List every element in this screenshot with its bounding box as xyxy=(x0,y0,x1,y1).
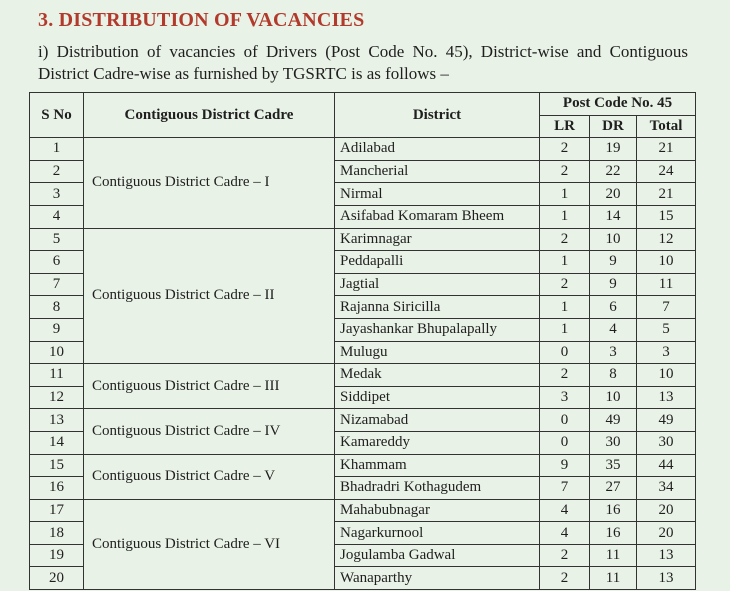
lr-cell: 2 xyxy=(540,273,590,296)
dr-cell: 4 xyxy=(590,318,637,341)
sno-cell: 10 xyxy=(30,341,84,364)
district-cell: Kamareddy xyxy=(335,431,540,454)
sno-cell: 12 xyxy=(30,386,84,409)
lr-cell: 1 xyxy=(540,183,590,206)
dr-cell: 11 xyxy=(590,544,637,567)
district-cell: Jogulamba Gadwal xyxy=(335,544,540,567)
sno-cell: 3 xyxy=(30,183,84,206)
dr-cell: 10 xyxy=(590,228,637,251)
lr-cell: 4 xyxy=(540,499,590,522)
sno-cell: 15 xyxy=(30,454,84,477)
district-cell: Nizamabad xyxy=(335,409,540,432)
sno-cell: 18 xyxy=(30,522,84,545)
dr-cell: 22 xyxy=(590,160,637,183)
total-cell: 7 xyxy=(637,296,696,319)
district-cell: Peddapalli xyxy=(335,251,540,274)
section-heading: 3. DISTRIBUTION OF VACANCIES xyxy=(38,9,365,31)
district-cell: Asifabad Komaram Bheem xyxy=(335,205,540,228)
lr-cell: 9 xyxy=(540,454,590,477)
sno-cell: 6 xyxy=(30,251,84,274)
cadre-cell: Contiguous District Cadre – V xyxy=(84,454,335,499)
dr-cell: 8 xyxy=(590,364,637,387)
dr-cell: 6 xyxy=(590,296,637,319)
district-cell: Karimnagar xyxy=(335,228,540,251)
cadre-cell: Contiguous District Cadre – II xyxy=(84,228,335,364)
sno-cell: 8 xyxy=(30,296,84,319)
total-cell: 44 xyxy=(637,454,696,477)
header-cadre: Contiguous District Cadre xyxy=(84,93,335,138)
sno-cell: 20 xyxy=(30,567,84,590)
table-row xyxy=(30,138,696,161)
total-cell: 21 xyxy=(637,138,696,161)
sno-cell: 16 xyxy=(30,477,84,500)
cadre-cell: Contiguous District Cadre – VI xyxy=(84,499,335,589)
dr-cell: 14 xyxy=(590,205,637,228)
table-body xyxy=(30,138,696,590)
table-row xyxy=(30,499,696,522)
header-post-code: Post Code No. 45 xyxy=(540,93,696,116)
dr-cell: 11 xyxy=(590,567,637,590)
lr-cell: 2 xyxy=(540,160,590,183)
total-cell: 10 xyxy=(637,364,696,387)
dr-cell: 10 xyxy=(590,386,637,409)
table-row xyxy=(30,228,696,251)
sno-cell: 9 xyxy=(30,318,84,341)
lr-cell: 7 xyxy=(540,477,590,500)
dr-cell: 16 xyxy=(590,499,637,522)
district-cell: Rajanna Siricilla xyxy=(335,296,540,319)
table-header-row xyxy=(30,93,696,116)
sno-cell: 1 xyxy=(30,138,84,161)
dr-cell: 3 xyxy=(590,341,637,364)
cadre-cell: Contiguous District Cadre – I xyxy=(84,138,335,228)
district-cell: Adilabad xyxy=(335,138,540,161)
sno-cell: 17 xyxy=(30,499,84,522)
total-cell: 20 xyxy=(637,522,696,545)
total-cell: 15 xyxy=(637,205,696,228)
lr-cell: 2 xyxy=(540,567,590,590)
header-sno: S No xyxy=(30,93,84,138)
cadre-cell: Contiguous District Cadre – III xyxy=(84,364,335,409)
district-cell: Jagtial xyxy=(335,273,540,296)
lr-cell: 1 xyxy=(540,205,590,228)
district-cell: Khammam xyxy=(335,454,540,477)
vacancies-table xyxy=(29,92,696,590)
district-cell: Mulugu xyxy=(335,341,540,364)
dr-cell: 19 xyxy=(590,138,637,161)
cadre-cell: Contiguous District Cadre – IV xyxy=(84,409,335,454)
total-cell: 11 xyxy=(637,273,696,296)
dr-cell: 9 xyxy=(590,251,637,274)
header-total: Total xyxy=(637,115,696,138)
total-cell: 3 xyxy=(637,341,696,364)
dr-cell: 27 xyxy=(590,477,637,500)
sno-cell: 4 xyxy=(30,205,84,228)
intro-paragraph: i) Distribution of vacancies of Drivers (Post Code No. 45), District-wise and Contiguous District Cadre-wise as furnished by TGSRTC is as follows – xyxy=(38,42,688,83)
dr-cell: 20 xyxy=(590,183,637,206)
sno-cell: 7 xyxy=(30,273,84,296)
sno-cell: 5 xyxy=(30,228,84,251)
district-cell: Mancherial xyxy=(335,160,540,183)
district-cell: Bhadradri Kothagudem xyxy=(335,477,540,500)
total-cell: 34 xyxy=(637,477,696,500)
total-cell: 24 xyxy=(637,160,696,183)
lr-cell: 1 xyxy=(540,251,590,274)
district-cell: Wanaparthy xyxy=(335,567,540,590)
lr-cell: 1 xyxy=(540,318,590,341)
lr-cell: 3 xyxy=(540,386,590,409)
header-dr: DR xyxy=(590,115,637,138)
lr-cell: 2 xyxy=(540,544,590,567)
district-cell: Jayashankar Bhupalapally xyxy=(335,318,540,341)
lr-cell: 0 xyxy=(540,409,590,432)
table-row xyxy=(30,409,696,432)
district-cell: Medak xyxy=(335,364,540,387)
dr-cell: 30 xyxy=(590,431,637,454)
dr-cell: 9 xyxy=(590,273,637,296)
sno-cell: 19 xyxy=(30,544,84,567)
dr-cell: 16 xyxy=(590,522,637,545)
lr-cell: 0 xyxy=(540,431,590,454)
lr-cell: 1 xyxy=(540,296,590,319)
dr-cell: 49 xyxy=(590,409,637,432)
lr-cell: 4 xyxy=(540,522,590,545)
total-cell: 13 xyxy=(637,544,696,567)
total-cell: 12 xyxy=(637,228,696,251)
table-row xyxy=(30,454,696,477)
total-cell: 10 xyxy=(637,251,696,274)
total-cell: 5 xyxy=(637,318,696,341)
sno-cell: 11 xyxy=(30,364,84,387)
lr-cell: 2 xyxy=(540,364,590,387)
header-lr: LR xyxy=(540,115,590,138)
total-cell: 13 xyxy=(637,386,696,409)
total-cell: 21 xyxy=(637,183,696,206)
lr-cell: 2 xyxy=(540,228,590,251)
lr-cell: 2 xyxy=(540,138,590,161)
sno-cell: 2 xyxy=(30,160,84,183)
dr-cell: 35 xyxy=(590,454,637,477)
total-cell: 13 xyxy=(637,567,696,590)
district-cell: Nagarkurnool xyxy=(335,522,540,545)
lr-cell: 0 xyxy=(540,341,590,364)
district-cell: Siddipet xyxy=(335,386,540,409)
table-row xyxy=(30,364,696,387)
total-cell: 49 xyxy=(637,409,696,432)
header-district: District xyxy=(335,93,540,138)
total-cell: 30 xyxy=(637,431,696,454)
total-cell: 20 xyxy=(637,499,696,522)
sno-cell: 13 xyxy=(30,409,84,432)
district-cell: Nirmal xyxy=(335,183,540,206)
district-cell: Mahabubnagar xyxy=(335,499,540,522)
sno-cell: 14 xyxy=(30,431,84,454)
